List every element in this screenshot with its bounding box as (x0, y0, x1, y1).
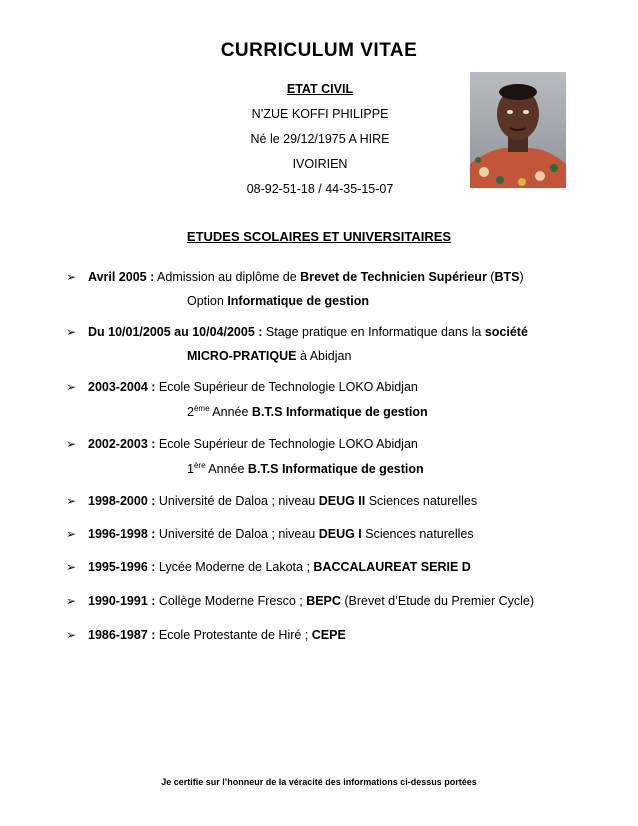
nationality: IVOIRIEN (292, 157, 348, 171)
arrowhead-bullet-icon: ➢ (66, 594, 77, 608)
education-entry: Du 10/01/2005 au 10/04/2005 : Stage pratique en Informatique dans la société (88, 325, 528, 339)
civil-status-heading: ETAT CIVIL (286, 82, 354, 96)
arrowhead-bullet-icon: ➢ (66, 437, 77, 451)
education-entry-detail: MICRO-PRATIQUE à Abidjan (187, 349, 352, 363)
arrowhead-bullet-icon: ➢ (66, 494, 77, 508)
certification-footer: Je certifie sur l’honneur de la véracité des informations ci-dessus portées (161, 777, 477, 787)
education-entry: 1998-2000 : Université de Daloa ; niveau DEUG II Sciences naturelles (88, 494, 478, 508)
phone-numbers: 08-92-51-18 / 44-35-15-07 (246, 182, 394, 196)
education-entry: 1995-1996 : Lycée Moderne de Lakota ; BACCALAUREAT SERIE D (88, 560, 471, 574)
education-entry: 1996-1998 : Université de Daloa ; niveau DEUG I Sciences naturelles (88, 527, 474, 541)
education-entry: 1990-1991 : Collège Moderne Fresco ; BEPC (Brevet d’Etude du Premier Cycle) (88, 594, 535, 608)
arrowhead-bullet-icon: ➢ (66, 628, 77, 642)
education-entry-detail: 1ère Année B.T.S Informatique de gestion (187, 461, 424, 477)
document-title: CURRICULUM VITAE (220, 40, 418, 61)
full-name: N’ZUE KOFFI PHILIPPE (251, 107, 389, 121)
arrowhead-bullet-icon: ➢ (66, 560, 77, 574)
education-entry: 2003-2004 : Ecole Supérieur de Technologie LOKO Abidjan (88, 380, 418, 394)
education-entry: Avril 2005 : Admission au diplôme de Brevet de Technicien Supérieur (BTS) (88, 270, 524, 284)
birth-info: Né le 29/12/1975 A HIRE (250, 132, 390, 146)
education-entry: 2002-2003 : Ecole Supérieur de Technologie LOKO Abidjan (88, 437, 418, 451)
education-entry-detail: 2ème Année B.T.S Informatique de gestion (187, 404, 428, 420)
portrait-photo (470, 72, 566, 188)
arrowhead-bullet-icon: ➢ (66, 380, 77, 394)
section-title-education: ETUDES SCOLAIRES ET UNIVERSITAIRES (186, 229, 452, 244)
education-entry-detail: Option Informatique de gestion (187, 294, 369, 308)
arrowhead-bullet-icon: ➢ (66, 270, 77, 284)
arrowhead-bullet-icon: ➢ (66, 325, 77, 339)
arrowhead-bullet-icon: ➢ (66, 527, 77, 541)
education-entry: 1986-1987 : Ecole Protestante de Hiré ; CEPE (88, 628, 346, 642)
